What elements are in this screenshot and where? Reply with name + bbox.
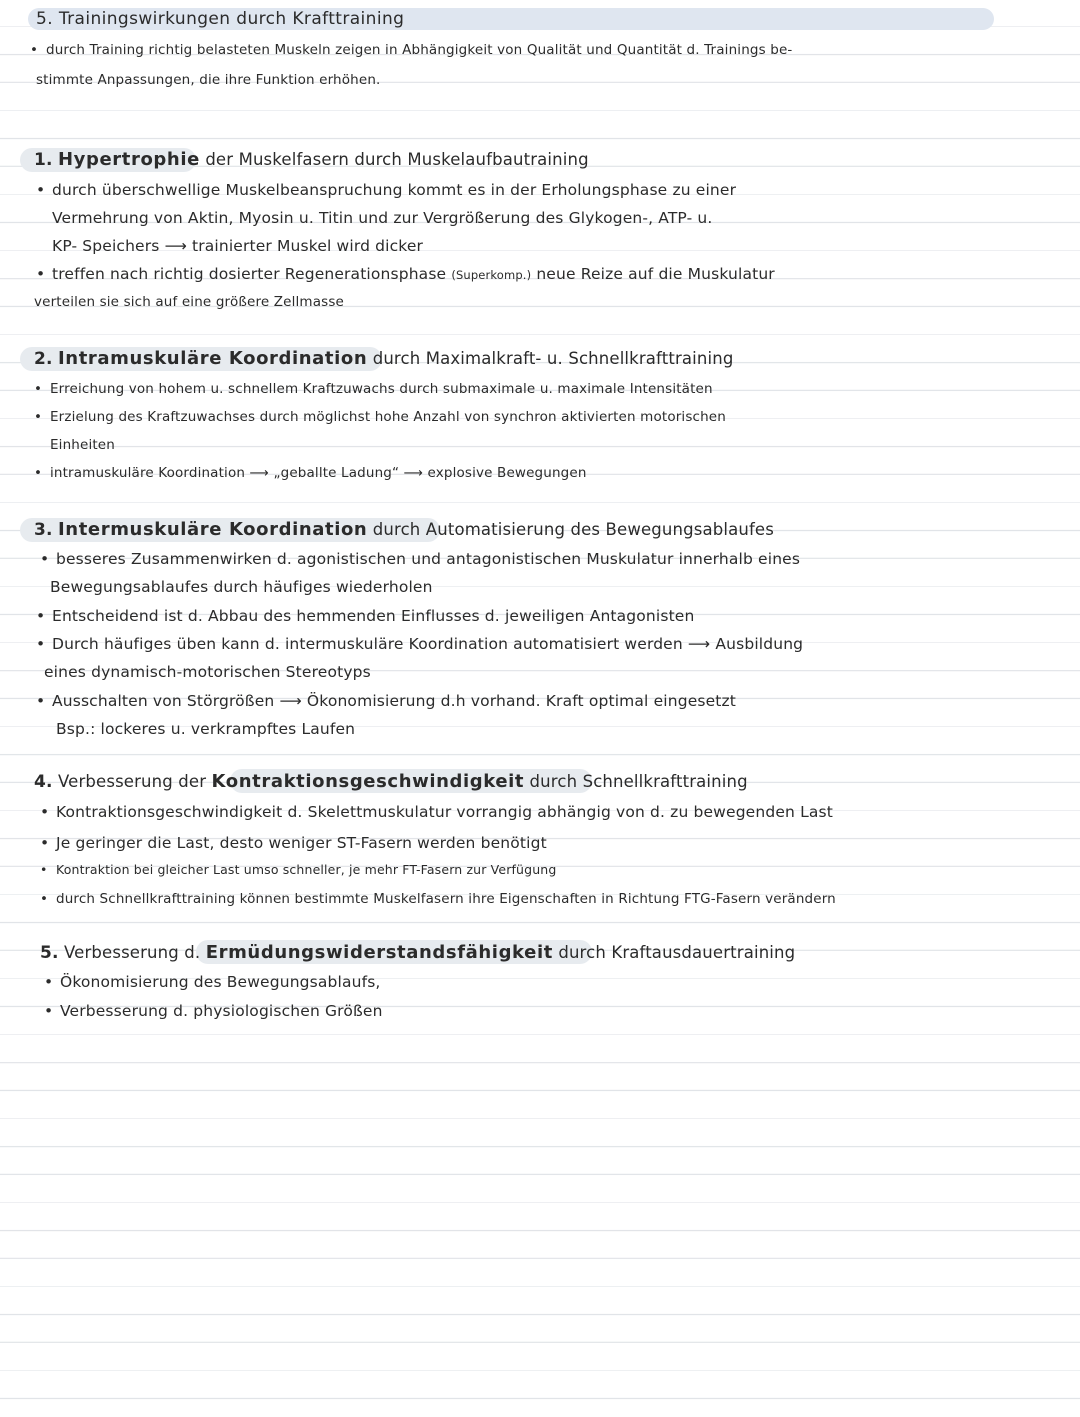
section-1-number: 1. [34, 150, 53, 170]
section-1-line-1 [36, 180, 736, 200]
bullet: • [36, 265, 46, 283]
bullet: • [40, 891, 49, 907]
section-3-text-3: Entscheidend ist d. Abbau des hemmenden Einflusses d. jeweiligen Antagonisten [52, 607, 695, 625]
section-1-rest: der Muskelfasern durch Muskelaufbautraining [205, 150, 589, 169]
section-2-text-4: intramuskuläre Koordination ⟶ „geballte Ladung“ ⟶ explosive Bewegungen [50, 465, 587, 481]
section-3-line-6 [36, 691, 736, 711]
section-1-heading [34, 150, 589, 170]
bullet: • [36, 635, 46, 653]
bullet: • [44, 973, 54, 991]
section-4-line-1 [40, 802, 833, 822]
section-3-line-1 [40, 549, 800, 569]
section-4-heading [34, 772, 748, 792]
bullet: • [36, 692, 46, 710]
bullet: • [34, 381, 43, 397]
section-4-keyword: Kontraktionsgeschwindigkeit [211, 771, 525, 792]
section-1-line-2: Vermehrung von Aktin, Myosin u. Titin und zur Vergrößerung des Glykogen-, ATP- u. [52, 209, 713, 227]
section-5-line-2 [44, 1001, 383, 1021]
section-5-line-1 [44, 972, 381, 992]
section-2-text-2: Erzielung des Kraftzuwachses durch möglichst hohe Anzahl von synchron aktivierten motorischen [50, 409, 726, 425]
section-4-text-2: Je geringer die Last, desto weniger ST-Fasern werden benötigt [56, 834, 547, 852]
section-3-line-4 [36, 634, 803, 654]
section-3-text-6: Ausschalten von Störgrößen ⟶ Ökonomisierung d.h vorhand. Kraft optimal eingesetzt [52, 692, 737, 710]
bullet: • [40, 803, 50, 821]
section-5-number: 5. [40, 943, 59, 963]
section-1-keyword: Hypertrophie [58, 149, 200, 170]
section-2-heading [34, 349, 733, 369]
section-4-text-1: Kontraktionsgeschwindigkeit d. Skelettmuskulatur vorrangig abhängig von d. zu bewegenden Last [56, 803, 833, 821]
bullet: • [30, 42, 39, 58]
section-4-text-4: durch Schnellkrafttraining können bestimmte Muskelfasern ihre Eigenschaften in Richtung FTG-Fasern verändern [56, 891, 836, 907]
section-2-number: 2. [34, 349, 53, 369]
section-3-line-7: Bsp.: lockeres u. verkrampftes Laufen [56, 720, 356, 738]
section-1-line-4 [36, 264, 775, 285]
section-4-rest: durch Schnellkrafttraining [529, 772, 748, 791]
section-5-heading [40, 943, 795, 963]
page-title: 5. Trainingswirkungen durch Krafttraining [36, 9, 405, 29]
section-3-rest: durch Automatisierung des Bewegungsablaufes [372, 520, 774, 539]
section-2-text-1: Erreichung von hohem u. schnellem Kraftzuwachs durch submaximale u. maximale Intensitäten [50, 381, 713, 397]
bullet: • [44, 1002, 54, 1020]
section-4-text-3: Kontraktion bei gleicher Last umso schneller, je mehr FT-Fasern zur Verfügung [56, 862, 557, 877]
bullet: • [36, 181, 46, 199]
section-5-text-1: Ökonomisierung des Bewegungsablaufs, [60, 973, 381, 991]
bullet: • [40, 550, 50, 568]
intro-line-2: stimmte Anpassungen, die ihre Funktion erhöhen. [36, 72, 381, 88]
section-4-line-2 [40, 833, 547, 853]
section-3-line-3 [36, 606, 694, 626]
section-5-keyword: Ermüdungswiderstandsfähigkeit [205, 942, 553, 963]
bullet: • [34, 465, 43, 481]
section-3-text-4: Durch häufiges üben kann d. intermuskuläre Koordination automatisiert werden ⟶ Ausbildung [52, 635, 804, 653]
section-2-line-4 [34, 463, 587, 483]
intro-text-1: durch Training richtig belasteten Muskeln zeigen in Abhängigkeit von Qualität und Quantität d. Trainings be- [46, 42, 793, 58]
section-3-line-2: Bewegungsablaufes durch häufiges wiederholen [50, 578, 433, 596]
section-2-line-1 [34, 379, 713, 399]
bullet: • [40, 862, 48, 877]
bullet: • [34, 409, 43, 425]
section-1-line-5: verteilen sie sich auf eine größere Zellmasse [34, 294, 344, 310]
bullet: • [40, 834, 50, 852]
section-2-rest: durch Maximalkraft- u. Schnellkrafttraining [372, 349, 734, 368]
section-5-text-2: Verbesserung d. physiologischen Größen [60, 1002, 383, 1020]
section-4-number: 4. [34, 772, 53, 792]
section-5-rest: durch Kraftausdauertraining [558, 943, 796, 962]
section-1-text-4: treffen nach richtig dosierter Regenerationsphase [52, 265, 447, 283]
section-2-keyword: Intramuskuläre Koordination [58, 348, 368, 369]
section-3-line-5: eines dynamisch-motorischen Stereotyps [44, 663, 371, 681]
section-3-keyword: Intermuskuläre Koordination [58, 519, 368, 540]
section-2-line-2 [34, 407, 726, 427]
bullet: • [36, 607, 46, 625]
section-1-text-5: neue Reize auf die Muskulatur [536, 265, 775, 283]
section-1-text-1: durch überschwellige Muskelbeanspruchung kommt es in der Erholungsphase zu einer [52, 181, 737, 199]
section-5-prefix: Verbesserung d. [64, 943, 201, 962]
section-3-text-1: besseres Zusammenwirken d. agonistischen und antagonistischen Muskulatur innerhalb eines [56, 550, 801, 568]
section-4-line-4 [40, 889, 836, 909]
section-4-prefix: Verbesserung der [58, 772, 207, 791]
section-3-number: 3. [34, 520, 53, 540]
section-2-line-3: Einheiten [50, 437, 115, 453]
section-1-superkomp-note: (Superkomp.) [451, 268, 532, 282]
section-4-line-3 [40, 860, 556, 880]
section-3-heading [34, 520, 774, 540]
intro-line-1 [30, 40, 792, 60]
section-1-line-3: KP- Speichers ⟶ trainierter Muskel wird dicker [52, 237, 424, 255]
